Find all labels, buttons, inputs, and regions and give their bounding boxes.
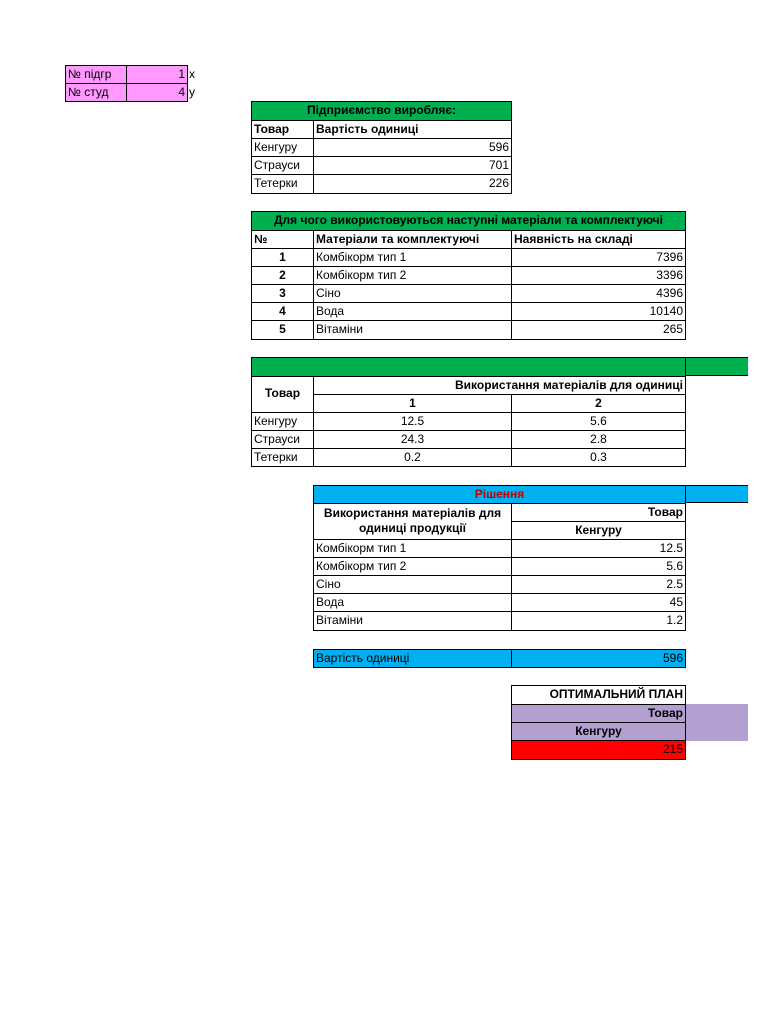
solution-row-name[interactable]: Вода — [313, 593, 512, 612]
enterprise-col-product[interactable]: Товар — [251, 120, 314, 139]
materials-col-name[interactable]: Матеріали та комплектуючі — [313, 230, 512, 249]
usage-row-v2[interactable]: 0.3 — [511, 448, 686, 467]
enterprise-title[interactable]: Підприємство виробляє: — [251, 101, 512, 121]
plan-header-overflow — [686, 704, 748, 741]
usage-title-bar[interactable] — [251, 357, 686, 377]
materials-col-stock[interactable]: Наявність на складі — [511, 230, 686, 249]
materials-row-stock[interactable]: 7396 — [511, 248, 686, 267]
solution-col-product[interactable]: Товар — [511, 503, 686, 522]
plan-col-product[interactable]: Товар — [511, 704, 686, 723]
solution-row-name[interactable]: Вітаміни — [313, 611, 512, 631]
usage-header[interactable]: Використання матеріалів для одиниці — [313, 376, 686, 395]
unit-price-label[interactable]: Вартість одиниці — [313, 649, 512, 668]
solution-title-overflow — [686, 485, 748, 503]
materials-row-no[interactable]: 5 — [251, 320, 314, 340]
solution-row-value[interactable]: 2.5 — [511, 575, 686, 594]
usage-row-name[interactable]: Кенгуру — [251, 412, 314, 431]
solution-row-name[interactable]: Комбікорм тип 2 — [313, 557, 512, 576]
enterprise-row-price[interactable]: 701 — [313, 156, 512, 175]
plan-title[interactable]: ОПТИМАЛЬНИЙ ПЛАН — [511, 685, 686, 705]
unit-price-value[interactable]: 596 — [511, 649, 686, 668]
enterprise-row-name[interactable]: Страуси — [251, 156, 314, 175]
materials-row-stock[interactable]: 10140 — [511, 302, 686, 321]
subgroup-label[interactable]: № підгр — [65, 65, 127, 84]
usage-row-v1[interactable]: 12.5 — [313, 412, 512, 431]
usage-row-v1[interactable]: 24.3 — [313, 430, 512, 449]
materials-row-name[interactable]: Комбікорм тип 2 — [313, 266, 512, 285]
solution-row-value[interactable]: 1.2 — [511, 611, 686, 631]
usage-row-name[interactable]: Страуси — [251, 430, 314, 449]
solution-title[interactable]: Рішення — [313, 485, 686, 504]
materials-row-stock[interactable]: 3396 — [511, 266, 686, 285]
usage-sub-2[interactable]: 2 — [511, 394, 686, 413]
materials-row-no[interactable]: 2 — [251, 266, 314, 285]
materials-col-no[interactable]: № — [251, 230, 314, 249]
subgroup-value[interactable]: 1 — [126, 65, 188, 84]
materials-row-name[interactable]: Сіно — [313, 284, 512, 303]
plan-col-kangaroo[interactable]: Кенгуру — [511, 722, 686, 741]
usage-row-v2[interactable]: 5.6 — [511, 412, 686, 431]
materials-title[interactable]: Для чого використовуються наступні матеріали та комплектуючі — [251, 211, 686, 231]
subgroup-var: x — [189, 67, 195, 81]
solution-row-value[interactable]: 45 — [511, 593, 686, 612]
plan-value[interactable]: 215 — [511, 740, 686, 760]
student-var: y — [189, 85, 195, 99]
enterprise-row-name[interactable]: Кенгуру — [251, 138, 314, 157]
solution-row-name[interactable]: Сіно — [313, 575, 512, 594]
solution-col-kangaroo[interactable]: Кенгуру — [511, 521, 686, 540]
materials-row-no[interactable]: 3 — [251, 284, 314, 303]
solution-row-value[interactable]: 12.5 — [511, 539, 686, 558]
materials-row-name[interactable]: Вітаміни — [313, 320, 512, 340]
enterprise-row-name[interactable]: Тетерки — [251, 174, 314, 194]
enterprise-row-price[interactable]: 596 — [313, 138, 512, 157]
usage-row-v1[interactable]: 0.2 — [313, 448, 512, 467]
enterprise-row-price[interactable]: 226 — [313, 174, 512, 194]
solution-col-label[interactable]: Використання матеріалів для одиниці продукції — [313, 503, 512, 540]
usage-sub-1[interactable]: 1 — [313, 394, 512, 413]
student-label[interactable]: № студ — [65, 83, 127, 102]
usage-col-product[interactable]: Товар — [251, 376, 314, 413]
materials-row-stock[interactable]: 265 — [511, 320, 686, 340]
usage-title-bar-overflow — [686, 357, 748, 376]
materials-row-name[interactable]: Комбікорм тип 1 — [313, 248, 512, 267]
enterprise-col-price[interactable]: Вартість одиниці — [313, 120, 512, 139]
materials-row-name[interactable]: Вода — [313, 302, 512, 321]
solution-row-name[interactable]: Комбікорм тип 1 — [313, 539, 512, 558]
solution-row-value[interactable]: 5.6 — [511, 557, 686, 576]
materials-row-stock[interactable]: 4396 — [511, 284, 686, 303]
materials-row-no[interactable]: 1 — [251, 248, 314, 267]
materials-row-no[interactable]: 4 — [251, 302, 314, 321]
usage-row-name[interactable]: Тетерки — [251, 448, 314, 467]
usage-row-v2[interactable]: 2.8 — [511, 430, 686, 449]
student-value[interactable]: 4 — [126, 83, 188, 102]
